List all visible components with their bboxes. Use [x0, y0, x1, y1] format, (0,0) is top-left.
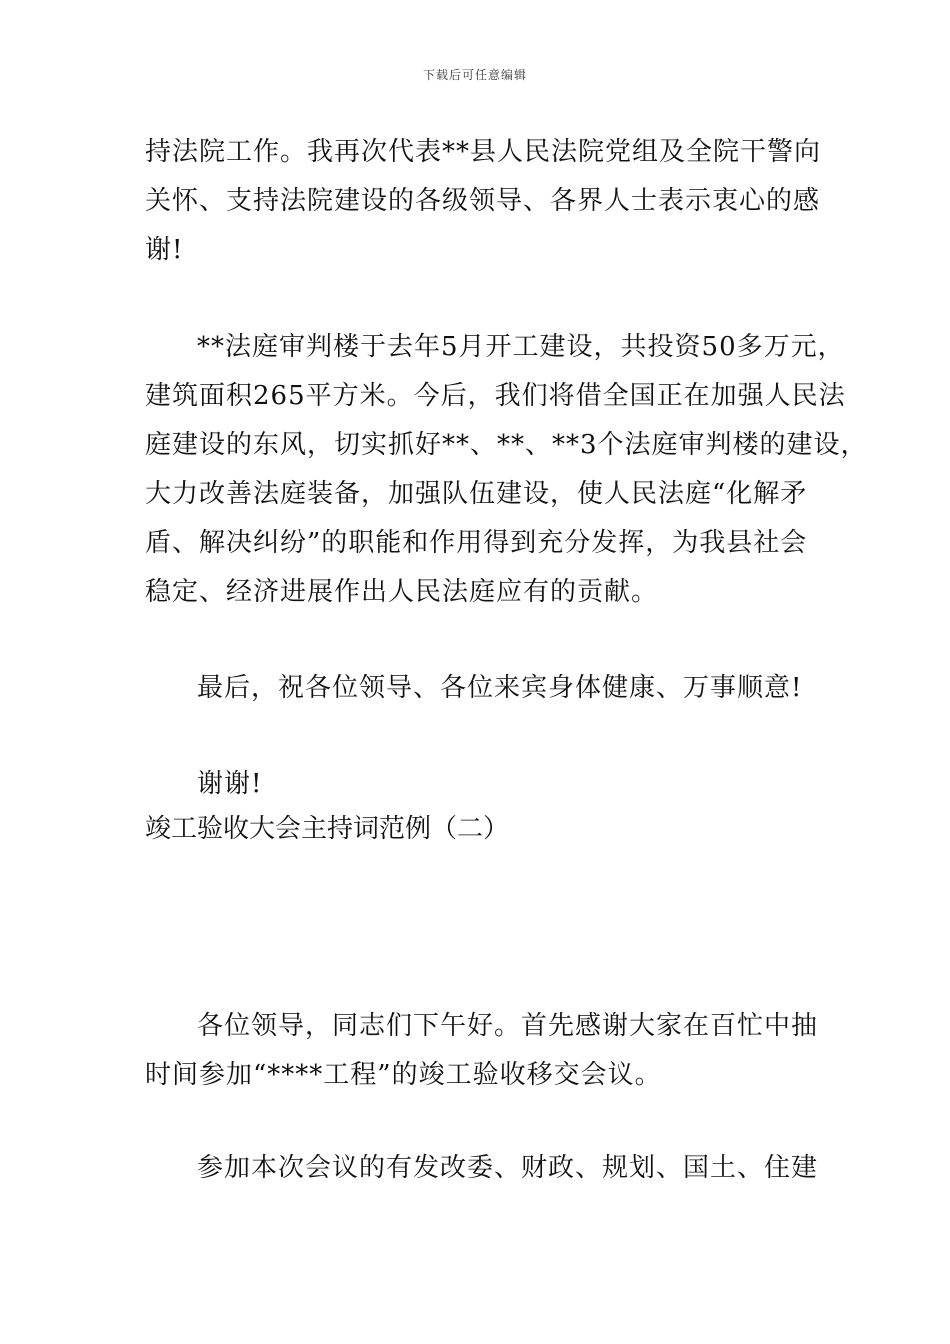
paragraph-line: 最后，祝各位领导、各位来宾身体健康、万事顺意! [197, 673, 803, 703]
paragraph-4 [145, 760, 835, 809]
paragraph-1 [145, 128, 835, 275]
paragraph-line: 参加本次会议的有发改委、财政、规划、国土、住建 [197, 1153, 819, 1183]
paragraph-line: 建筑面积265平方米。今后，我们将借全国正在加强人民法 [145, 381, 846, 411]
paragraph-line: 持法院工作。我再次代表**县人民法院党组及全院干警向 [145, 137, 822, 167]
paragraph-line: 时间参加“****工程”的竣工验收移交会议。 [145, 1060, 662, 1090]
paragraph-2 [145, 323, 868, 617]
paragraph-line: 稳定、经济进展作出人民法庭应有的贡献。 [145, 577, 659, 607]
paragraph-line: 谢谢! [197, 769, 263, 799]
paragraph-line: **法庭审判楼于去年5月开工建设，共投资50多万元， [197, 332, 845, 362]
paragraph-line: 谢! [145, 235, 184, 265]
paragraph-line: 庭建设的东风，切实抓好**、**、**3个法庭审判楼的建设， [145, 430, 868, 460]
document-body [145, 128, 868, 1193]
paragraph-3 [145, 664, 835, 713]
section-title: 竣工验收大会主持词范例（二） [145, 814, 510, 844]
paragraph-6 [145, 1144, 835, 1193]
paragraph-5 [145, 1002, 835, 1100]
paragraph-line: 关怀、支持法院建设的各级领导、各界人士表示衷心的感 [145, 186, 821, 216]
page-header: 下载后可任意编辑 [422, 68, 527, 82]
paragraph-line: 大力改善法庭装备，加强队伍建设，使人民法庭“化解矛 [145, 479, 808, 509]
paragraph-line: 盾、解决纠纷”的职能和作用得到充分发挥，为我县社会 [145, 528, 808, 558]
paragraph-line: 各位领导，同志们下午好。首先感谢大家在百忙中抽 [197, 1011, 819, 1041]
